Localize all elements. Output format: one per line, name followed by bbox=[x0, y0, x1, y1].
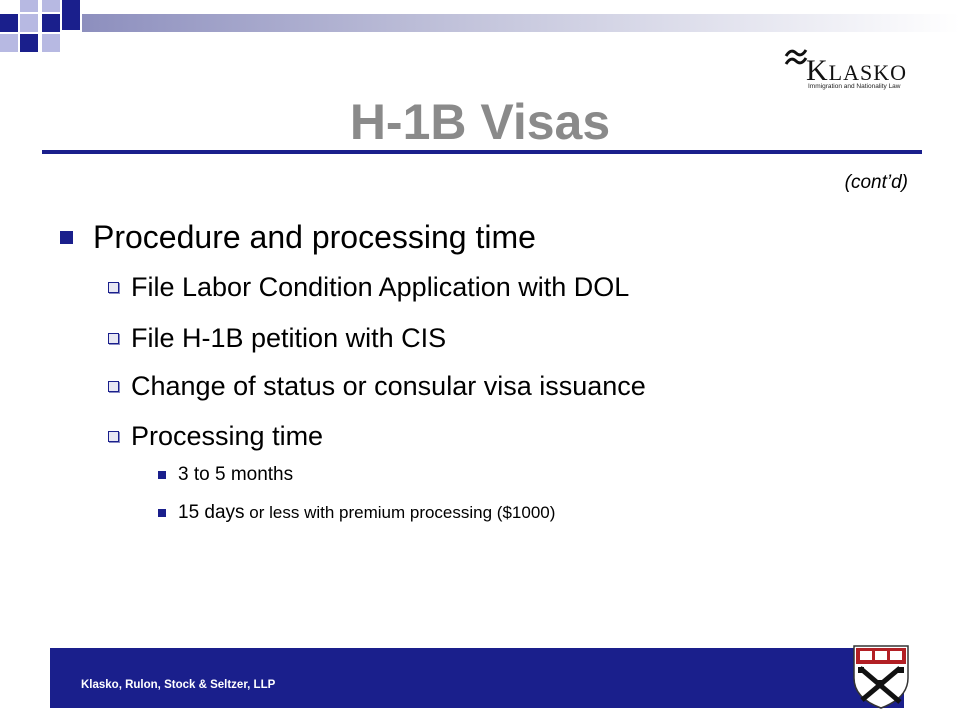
hollow-square-bullet-icon bbox=[108, 282, 119, 293]
logo-name: LASKO bbox=[828, 60, 908, 85]
corner-square bbox=[20, 34, 38, 52]
detail-bullet-text bbox=[178, 500, 555, 526]
continued-label: (cont’d) bbox=[844, 172, 908, 193]
corner-square bbox=[42, 14, 60, 32]
title-underline bbox=[42, 150, 922, 154]
corner-square bbox=[0, 14, 18, 32]
sub-bullet bbox=[108, 369, 646, 403]
corner-square bbox=[20, 0, 38, 12]
detail-rest: or less with premium processing ($1000) bbox=[244, 503, 556, 522]
detail-bullet-text bbox=[178, 462, 293, 488]
sub-bullet-text: File H-1B petition with CIS bbox=[131, 323, 447, 353]
corner-square bbox=[42, 34, 60, 52]
wave-mark-icon bbox=[784, 44, 808, 70]
corner-square bbox=[0, 34, 18, 52]
header-gradient-bar bbox=[82, 14, 960, 32]
square-bullet-icon bbox=[158, 471, 166, 479]
sub-bullet bbox=[108, 270, 629, 304]
square-bullet-icon bbox=[158, 509, 166, 517]
logo-tagline: Immigration and Nationality Law bbox=[808, 83, 901, 90]
detail-bullet bbox=[158, 500, 555, 526]
hollow-square-bullet-icon bbox=[108, 431, 119, 442]
slide-title: H-1B Visas bbox=[349, 94, 611, 150]
corner-square bbox=[20, 14, 38, 32]
hollow-square-bullet-icon bbox=[108, 333, 119, 344]
main-bullet-text: Procedure and processing time bbox=[93, 219, 536, 255]
sub-bullet bbox=[108, 419, 323, 453]
sub-bullet-text: Processing time bbox=[131, 421, 324, 451]
square-bullet-icon bbox=[60, 231, 73, 244]
detail-main: 15 days bbox=[178, 502, 245, 523]
harvard-shield-icon bbox=[852, 644, 910, 710]
corner-square bbox=[42, 0, 60, 12]
main-bullet bbox=[60, 216, 536, 258]
detail-bullet bbox=[158, 462, 293, 488]
detail-main: 3 to 5 months bbox=[178, 464, 294, 485]
sub-bullet bbox=[108, 321, 446, 355]
hollow-square-bullet-icon bbox=[108, 381, 119, 392]
sub-bullet-text: File Labor Condition Application with DOL bbox=[131, 272, 630, 302]
logo-initial: K bbox=[806, 54, 829, 87]
footer-firm-name: Klasko, Rulon, Stock & Seltzer, LLP bbox=[81, 679, 276, 691]
klasko-logo bbox=[784, 44, 934, 96]
footer-bar bbox=[50, 648, 904, 708]
sub-bullet-text: Change of status or consular visa issuance bbox=[131, 371, 646, 401]
corner-square bbox=[62, 0, 80, 30]
